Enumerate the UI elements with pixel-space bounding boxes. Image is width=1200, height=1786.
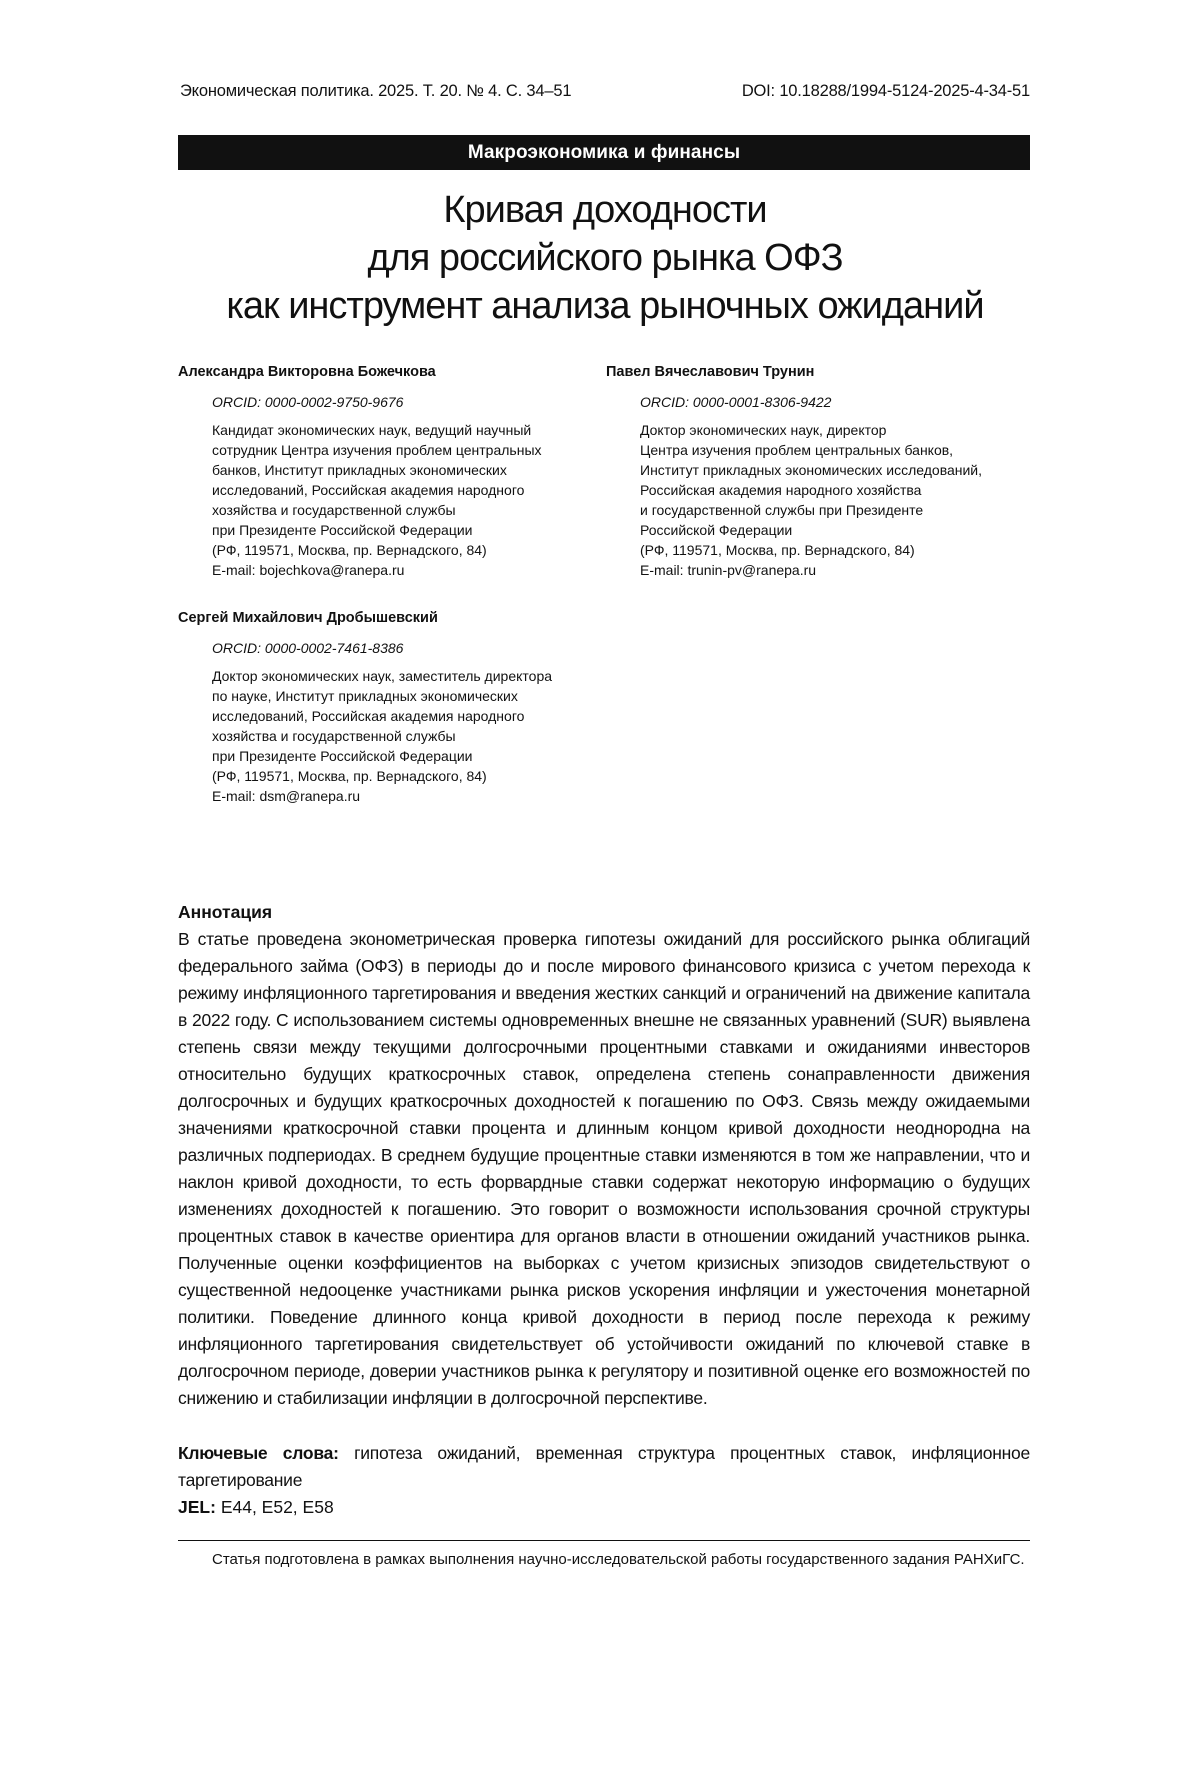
author-block	[178, 608, 608, 806]
article-title	[150, 186, 1060, 330]
author-affiliation	[178, 666, 608, 786]
affiliation-line: (РФ, 119571, Москва, пр. Вернадского, 84)	[212, 768, 487, 784]
affiliation-line: банков, Институт прикладных экономических	[212, 462, 507, 478]
author-block	[606, 362, 1036, 580]
section-heading: Макроэкономика и финансы	[178, 135, 1030, 170]
author-email[interactable]: E-mail: dsm@ranepa.ru	[212, 788, 361, 804]
abstract	[178, 899, 1030, 1412]
author-email[interactable]: E-mail: bojechkova@ranepa.ru	[212, 562, 405, 578]
affiliation-line: Кандидат экономических наук, ведущий научный	[212, 422, 532, 438]
abstract-heading: Аннотация	[178, 902, 273, 922]
affiliation-line: по науке, Институт прикладных экономических	[212, 688, 518, 704]
affiliation-line: и государственной службы при Президенте	[640, 502, 924, 518]
keywords	[178, 1440, 1030, 1494]
affiliation-line: при Президенте Российской Федерации	[212, 748, 473, 764]
affiliation-line: Центра изучения проблем центральных банков,	[640, 442, 954, 458]
jel-text: E44, E52, E58	[220, 1497, 334, 1517]
affiliation-line: хозяйства и государственной службы	[212, 502, 456, 518]
footnote-divider	[178, 1540, 1030, 1541]
author-orcid: ORCID: 0000-0001-8306-9422	[640, 394, 832, 410]
affiliation-line: исследований, Российская академия народного	[212, 482, 525, 498]
affiliation-line: сотрудник Центра изучения проблем центральных	[212, 442, 542, 458]
author-affiliation	[178, 420, 598, 560]
affiliation-line: Институт прикладных экономических исследований,	[640, 462, 983, 478]
running-head	[180, 82, 1030, 104]
title-line: как инструмент анализа рыночных ожиданий	[226, 285, 984, 327]
author-orcid: ORCID: 0000-0002-7461-8386	[212, 640, 404, 656]
title-line: Кривая доходности	[443, 189, 767, 231]
affiliation-line: Российская академия народного хозяйства	[640, 482, 922, 498]
footnote: Статья подготовлена в рамках выполнения научно-исследовательской работы государственного задания РАНХиГС.	[212, 1551, 1025, 1568]
affiliation-line: исследований, Российская академия народного	[212, 708, 525, 724]
journal-citation: Экономическая политика. 2025. Т. 20. № 4. С. 34–51	[180, 82, 572, 100]
keywords-label: Ключевые слова:	[178, 1443, 339, 1463]
author-orcid: ORCID: 0000-0002-9750-9676	[212, 394, 404, 410]
author-affiliation	[606, 420, 1036, 560]
author-block	[178, 362, 598, 580]
keywords-text: гипотеза ожиданий, временная структура процентных ставок, инфляционное таргетирование	[178, 1443, 1030, 1490]
author-email[interactable]: E-mail: trunin-pv@ranepa.ru	[640, 562, 817, 578]
abstract-text: В статье проведена эконометрическая проверка гипотезы ожиданий для российского рынка облигаций федерального займа (ОФЗ) в периоды до и после мирового финансового кризиса с учетом перехода к режиму инфляционного таргетирования и введения жестких санкций и ограничений на движение капитала в 2022 году. С использованием системы одновременных внешне не связанных уравнений (SUR) выявлена степень связи между текущими долгосрочными процентными ставками и ожиданиями инвесторов относительно будущих краткосрочных ставок, определена степень сонаправленности движения долгосрочных и будущих краткосрочных доходностей к погашению по ОФЗ. Связь между ожидаемыми значениями краткосрочной ставки процента и длинным концом кривой доходности неоднородна на различных подпериодах. В среднем будущие процентные ставки изменяются в том же направлении, что и наклон кривой доходности, то есть форвардные ставки содержат некоторую информацию о будущих изменениях доходностей к погашению. Это говорит о возможности использования срочной структуры процентных ставок в качестве ориентира для органов власти в отношении ожиданий участников рынка. Полученные оценки коэффициентов на выборках с учетом кризисных эпизодов свидетельствуют о существенной недооценке участниками рынка рисков ускорения инфляции и ужесточения монетарной политики. Поведение длинного конца кривой доходности в период после перехода к режиму инфляционного таргетирования свидетельствует об устойчивости ожиданий по ключевой ставке в долгосрочном периоде, доверии участников рынка к регулятору и позитивной оценке его возможностей по снижению и стабилизации инфляции в долгосрочной перспективе.	[178, 929, 1030, 1408]
affiliation-line: (РФ, 119571, Москва, пр. Вернадского, 84)	[640, 542, 915, 558]
jel-codes	[178, 1494, 1030, 1521]
jel-label: JEL:	[178, 1497, 216, 1517]
affiliation-line: при Президенте Российской Федерации	[212, 522, 473, 538]
title-line: для российского рынка ОФЗ	[367, 237, 843, 279]
doi: DOI: 10.18288/1994-5124-2025-4-34-51	[741, 82, 1030, 100]
affiliation-line: (РФ, 119571, Москва, пр. Вернадского, 84)	[212, 542, 487, 558]
affiliation-line: Доктор экономических наук, директор	[640, 422, 887, 438]
affiliation-line: Российской Федерации	[640, 522, 793, 538]
author-name: Павел Вячеславович Трунин	[606, 364, 815, 380]
affiliation-line: хозяйства и государственной службы	[212, 728, 456, 744]
author-name: Сергей Михайлович Дробышевский	[178, 610, 438, 626]
affiliation-line: Доктор экономических наук, заместитель директора	[212, 668, 553, 684]
author-name: Александра Викторовна Божечкова	[178, 364, 436, 380]
